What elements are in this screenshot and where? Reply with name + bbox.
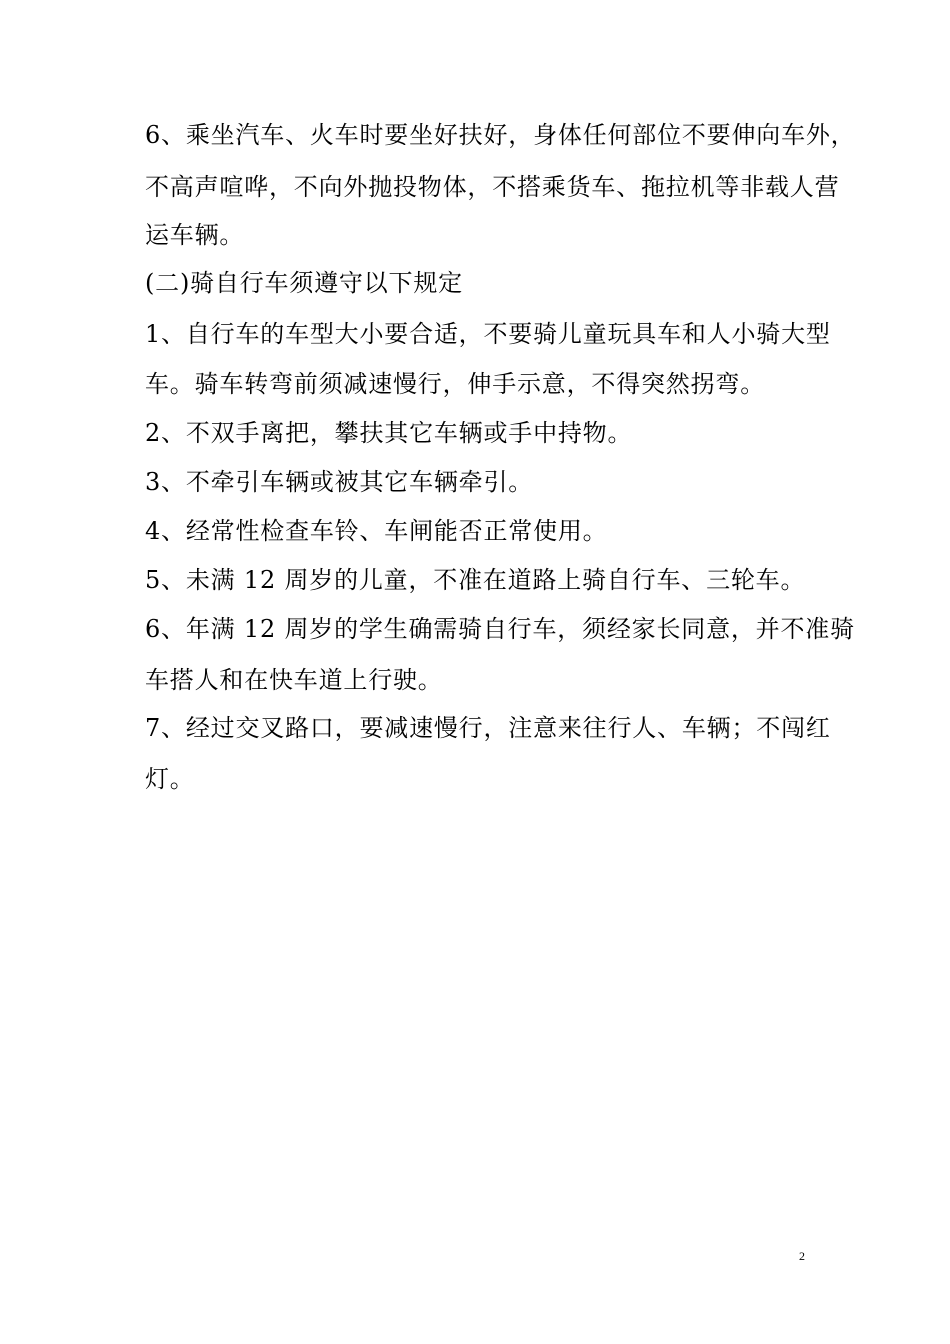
text-line: 车。骑车转弯前须减速慢行，伸手示意，不得突然拐弯。: [145, 370, 765, 398]
text-line: 3、不牵引车辆或被其它车辆牵引。: [145, 468, 534, 496]
text-line: 运车辆。: [145, 221, 245, 249]
text-line: 不高声喧哗，不向外抛投物体，不搭乘货车、拖拉机等非载人营: [145, 173, 840, 201]
text-line: 车搭人和在快车道上行驶。: [145, 666, 443, 694]
text-line: 灯。: [145, 765, 195, 793]
section-heading: (二)骑自行车须遵守以下规定: [145, 269, 463, 297]
text-line: 4、经常性检查车铃、车闸能否正常使用。: [145, 517, 608, 545]
text-line: 5、未满 12 周岁的儿童，不准在道路上骑自行车、三轮车。: [145, 566, 806, 594]
page-number: 2: [799, 1249, 805, 1263]
text-line: 6、乘坐汽车、火车时要坐好扶好，身体任何部位不要伸向车外，: [145, 121, 856, 149]
text-line: 1、自行车的车型大小要合适，不要骑儿童玩具车和人小骑大型: [145, 320, 831, 348]
text-line: 2、不双手离把，攀扶其它车辆或手中持物。: [145, 419, 633, 447]
text-line: 6、年满 12 周岁的学生确需骑自行车，须经家长同意，并不准骑: [145, 615, 855, 643]
text-line: 7、经过交叉路口，要减速慢行，注意来往行人、车辆；不闯红: [145, 714, 831, 742]
